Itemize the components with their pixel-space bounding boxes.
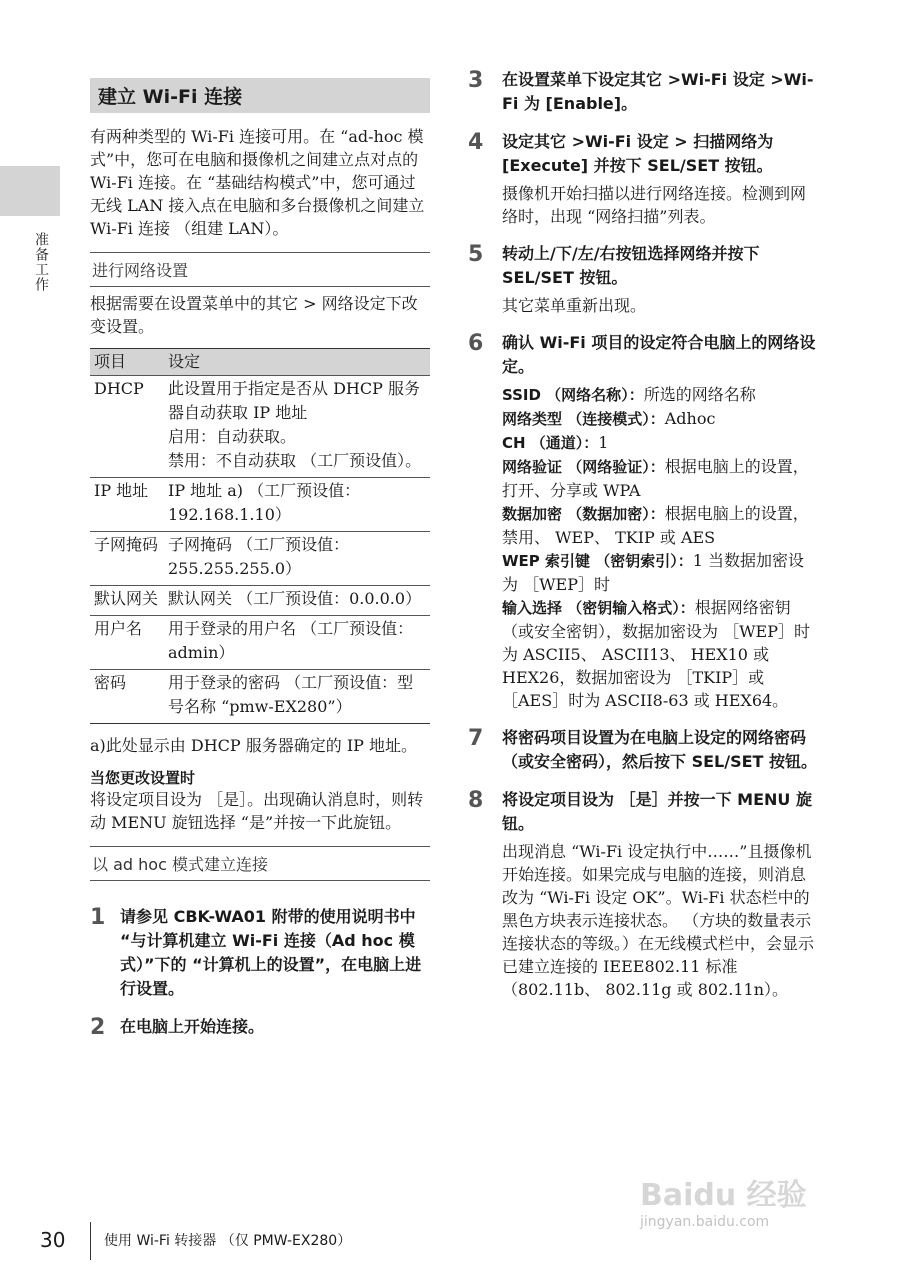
network-settings-paragraph: 根据需要在设置菜单中的其它 > 网络设定下改变设置。 — [90, 294, 418, 336]
left-column — [90, 78, 430, 1053]
step-title: 设定其它 >Wi-Fi 设定 > 扫描网络为 [Execute] 并按下 SEL/SET 按钮。 — [502, 132, 774, 175]
step-4 — [468, 130, 818, 228]
side-chapter-label: 准备工作 — [33, 232, 49, 292]
subhead-network-settings: 进行网络设置 — [90, 252, 430, 287]
footer-divider — [90, 1222, 91, 1260]
setting-value: 1 — [598, 433, 609, 452]
step-3 — [468, 68, 818, 116]
setting-key: 网络类型 （连接模式）： — [502, 410, 665, 428]
step-title: 转动上/下/左/右按钮选择网络并按下 SEL/SET 按钮。 — [502, 244, 760, 287]
table-cell-item: 子网掩码 — [90, 532, 164, 586]
step-title: 将密码项目设置为在电脑上设定的网络密码 （或安全密码），然后按下 SEL/SET 按钮。 — [502, 728, 818, 771]
setting-key: CH （通道）： — [502, 434, 599, 452]
setting-value: 根据电脑上的设置，禁用、 WEP、 TKIP 或 AES — [502, 504, 809, 547]
cell-line: 此设置用于指定是否从 DHCP 服务器自动获取 IP 地址 — [168, 379, 420, 422]
step-title: 在电脑上开始连接。 — [120, 1017, 265, 1036]
table-cell-item: 用户名 — [90, 616, 164, 670]
step-body: 其它菜单重新出现。 — [502, 296, 647, 315]
side-tab-marker — [0, 166, 60, 216]
subhead-adhoc: 以 ad hoc 模式建立连接 — [90, 846, 430, 881]
table-cell-item: 密码 — [90, 670, 164, 724]
setting-value: Adhoc — [664, 409, 716, 428]
step-number: 2 — [90, 1015, 106, 1040]
step-number: 3 — [468, 68, 484, 93]
setting-line — [502, 549, 818, 596]
footer-text: 使用 Wi-Fi 转接器 （仅 PMW-EX280） — [104, 1233, 352, 1249]
setting-key: 数据加密 （数据加密）： — [502, 505, 665, 523]
table-header-setting: 设定 — [164, 349, 430, 376]
step-1 — [90, 905, 430, 1001]
setting-line — [502, 383, 818, 407]
setting-line — [502, 455, 818, 502]
cell-line: 启用：自动获取。 — [168, 427, 297, 446]
table-cell-setting: IP 地址 a) （工厂预设值：192.168.1.10） — [164, 478, 430, 532]
table-row — [90, 616, 430, 670]
table-cell-item: IP 地址 — [90, 478, 164, 532]
page-footer — [0, 1222, 903, 1262]
step-5 — [468, 242, 818, 317]
step-title: 请参见 CBK-WA01 附带的使用说明书中 “与计算机建立 Wi-Fi 连接（Ad hoc 模式）”下的 “计算机上的设置”，在电脑上进行设置。 — [120, 907, 422, 998]
settings-table — [90, 348, 430, 724]
table-row — [90, 670, 430, 724]
table-cell-setting: 子网掩码 （工厂预设值：255.255.255.0） — [164, 532, 430, 586]
table-row — [90, 478, 430, 532]
when-change-text: 将设定项目设为 ［是］。出现确认消息时，则转动 MENU 旋钮选择 “是”并按一下此旋钮。 — [90, 790, 424, 832]
table-cell-setting — [164, 376, 430, 478]
step-title: 在设置菜单下设定其它 >Wi-Fi 设定 >Wi-Fi 为 [Enable]。 — [502, 70, 814, 113]
setting-line — [502, 431, 818, 455]
setting-key: 网络验证 （网络验证）： — [502, 458, 665, 476]
table-cell-setting: 用于登录的密码 （工厂预设值：型号名称 “pmw-EX280”） — [164, 670, 430, 724]
step-8 — [468, 788, 818, 1001]
when-change-title: 当您更改设置时 — [90, 769, 196, 787]
step-body: 摄像机开始扫描以进行网络连接。检测到网络时，出现 “网络扫描”列表。 — [502, 184, 807, 226]
setting-key: 输入选择 （密钥输入格式）： — [502, 599, 695, 617]
step-title: 将设定项目设为 ［是］并按一下 MENU 旋钮。 — [502, 790, 812, 833]
table-cell-setting: 用于登录的用户名 （工厂预设值：admin） — [164, 616, 430, 670]
table-footnote: a)此处显示由 DHCP 服务器确定的 IP 地址。 — [90, 736, 418, 755]
baidu-watermark-url: jingyan.baidu.com — [640, 1214, 770, 1230]
setting-value: 根据电脑上的设置，打开、分享或 WPA — [502, 457, 809, 500]
cell-line: 禁用：不自动获取 （工厂预设值）。 — [168, 451, 422, 470]
right-column — [468, 68, 818, 1015]
step-number: 6 — [468, 331, 484, 356]
step-number: 7 — [468, 726, 484, 751]
setting-key: WEP 索引键 （密钥索引）： — [502, 552, 693, 570]
left-steps — [90, 905, 430, 1039]
step-body: 出现消息 “Wi-Fi 设定执行中……”且摄像机开始连接。如果完成与电脑的连接，则消息改为 “Wi-Fi 设定 OK”。Wi-Fi 状态栏中的黑色方块表示连接状态。 （方块的数量表示连接状态的等级。）在无线模式栏中，会显示已建立连接的 IEEE802.11 标准（802.11b、 802.11g 或 802.11n）。 — [502, 842, 815, 999]
baidu-watermark-logo: Baidu 经验 — [640, 1178, 807, 1213]
table-cell-setting: 默认网关 （工厂预设值：0.0.0.0） — [164, 586, 430, 616]
step-number: 1 — [90, 905, 106, 930]
section-title: 建立 Wi-Fi 连接 — [90, 78, 430, 113]
step-number: 5 — [468, 242, 484, 267]
table-row — [90, 532, 430, 586]
setting-value: 所选的网络名称 — [643, 385, 756, 404]
table-row — [90, 376, 430, 478]
setting-line — [502, 596, 818, 712]
setting-line — [502, 407, 818, 431]
setting-value: 根据网络密钥 （或安全密钥），数据加密设为 ［WEP］时为 ASCII5、 ASCII13、 HEX10 或 HEX26，数据加密设为 ［TKIP］或 ［AES］时为 ASCII8-63 或 HEX64。 — [502, 598, 810, 710]
table-row — [90, 586, 430, 616]
step-7 — [468, 726, 818, 774]
step-number: 4 — [468, 130, 484, 155]
step-number: 8 — [468, 788, 484, 813]
setting-line — [502, 502, 818, 549]
step-title: 确认 Wi-Fi 项目的设定符合电脑上的网络设定。 — [502, 333, 816, 376]
table-header-item: 项目 — [90, 349, 164, 376]
setting-value: 1 当数据加密设为 ［WEP］时 — [502, 551, 805, 594]
intro-paragraph: 有两种类型的 Wi-Fi 连接可用。在 “ad-hoc 模式”中，您可在电脑和摄像机之间建立点对点的 Wi-Fi 连接。在 “基础结构模式”中，您可通过无线 LAN 接入点在电脑和多台摄像机之间建立 Wi-Fi 连接 （组建 LAN）。 — [90, 127, 425, 238]
page-number: 30 — [40, 1228, 66, 1252]
table-cell-item: DHCP — [90, 376, 164, 478]
step-6-settings-list — [502, 383, 818, 712]
step-2 — [90, 1015, 430, 1039]
setting-key: SSID （网络名称）： — [502, 386, 644, 404]
step-6 — [468, 331, 818, 712]
table-cell-item: 默认网关 — [90, 586, 164, 616]
